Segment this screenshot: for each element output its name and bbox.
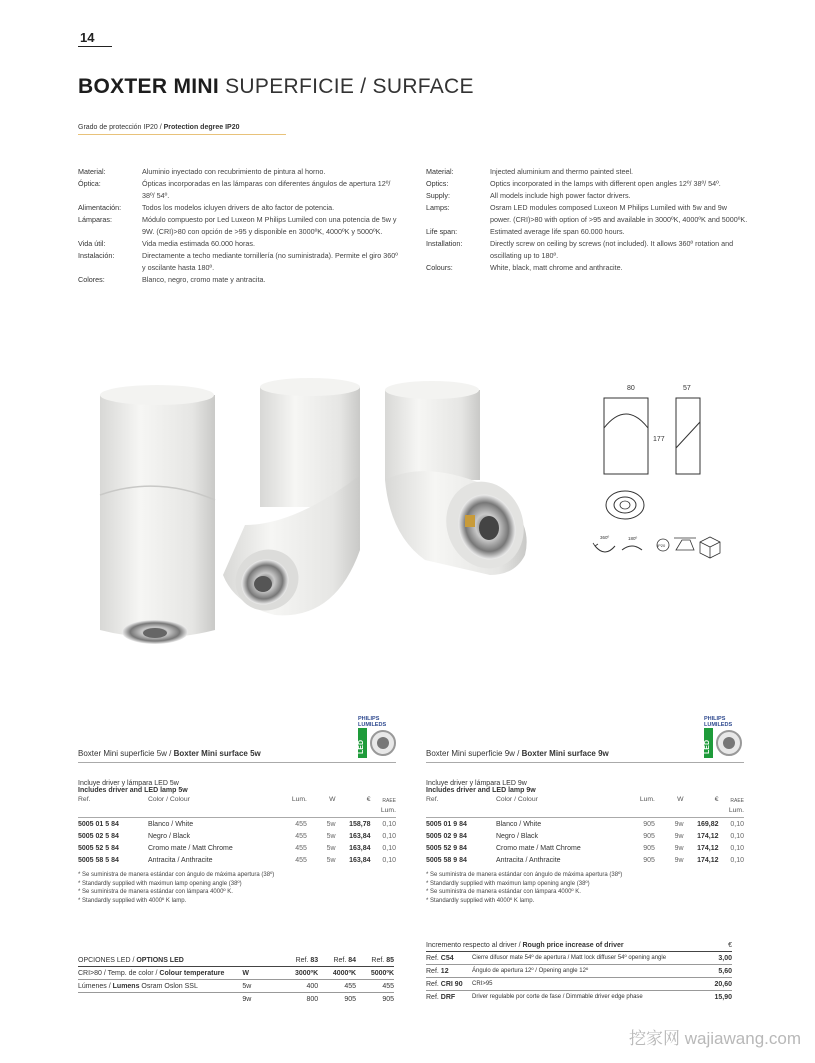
- table-cell: 169,82: [697, 820, 719, 828]
- spec-row: [426, 262, 748, 274]
- table-cell: 5005 52 5 84: [78, 844, 119, 852]
- increment-price: 20,60: [714, 980, 732, 988]
- spec-value: Vida media estimada 60.000 horas.: [142, 239, 255, 248]
- spec-row: [78, 166, 400, 178]
- table-row: [426, 818, 744, 830]
- table-cell: Cromo mate / Matt Chrome: [147, 844, 233, 852]
- ref-label: Ref.: [426, 993, 441, 1001]
- spec-key: Vida útil:: [78, 239, 106, 248]
- label-es: Lúmenes /: [78, 982, 113, 990]
- table-5w-notes: [78, 871, 396, 905]
- dim-height: 177: [653, 436, 665, 443]
- dim-width-front: 80: [627, 385, 635, 392]
- note-line: * Se suministra de manera estándar con lámpara 4000º K.: [78, 889, 233, 895]
- philips-lumileds-logo: PHILIPS LUMILEDS: [704, 716, 733, 728]
- table-cell: 905: [643, 820, 655, 828]
- front-view: [604, 398, 648, 474]
- table-cell: 9w: [674, 856, 684, 864]
- table-cell: Blanco / White: [495, 820, 542, 828]
- column-header: Color / Colour: [147, 795, 190, 803]
- column-header-row: [78, 804, 396, 816]
- svg-text:180º: 180º: [628, 536, 638, 541]
- table-9w: [426, 716, 744, 905]
- table-cell: Negro / Black: [147, 832, 190, 840]
- spec-row: [78, 238, 400, 250]
- table-cell: 905: [643, 832, 655, 840]
- spec-key: Installation:: [426, 239, 463, 248]
- column-header: Color / Colour: [495, 795, 538, 803]
- options-led-table: [78, 954, 394, 1005]
- table-cell: 455: [295, 844, 307, 852]
- note-line: * Standardly supplied with maximun lamp opening angle (38º): [78, 880, 242, 887]
- lamp-2: [223, 378, 360, 622]
- options-value: 455: [344, 982, 357, 990]
- spec-value: Osram LED modules composed Luxeon M Philips Lumiled with 5w and 9w power. (CRI)>80 with option of >95 and available in 3000ºK, 4000ºK and 5000ºK.: [490, 203, 748, 224]
- table-cell: 9w: [674, 820, 684, 828]
- spec-row: [78, 202, 400, 214]
- increment-ref: [426, 978, 472, 990]
- ref-code: DRF: [440, 993, 456, 1001]
- spec-value: Blanco, negro, cromo mate y antracita.: [142, 275, 266, 284]
- table-row: [78, 818, 396, 830]
- increment-ref: [426, 952, 472, 964]
- table-cell: 5w: [326, 856, 336, 864]
- product-photo: [95, 375, 545, 655]
- column-header: W: [677, 795, 684, 803]
- spec-key: Material:: [78, 167, 106, 176]
- table-9w-notes: [426, 871, 744, 905]
- table-9w-includes-en: Includes driver and LED lamp 9w: [426, 787, 536, 794]
- spec-row: [78, 274, 400, 286]
- options-title-en: OPTIONS LED: [136, 956, 184, 964]
- note-line: * Se suministra de manera estándar con ángulo de máxima apertura (38º): [78, 872, 275, 878]
- options-w: 9w: [242, 995, 252, 1003]
- column-header: €: [366, 795, 371, 803]
- column-header: €: [714, 795, 719, 803]
- title-en: Rough price increase of driver: [522, 941, 624, 949]
- ref-code: CRI 90: [440, 980, 463, 988]
- spec-key: Instalación:: [78, 251, 115, 260]
- spec-value: Ópticas incorporadas en las lámparas con diferentes ángulos de apertura 12º/ 38º/ 54º.: [142, 179, 391, 200]
- table-cell: 5w: [326, 832, 336, 840]
- spec-key: Óptica:: [78, 179, 101, 188]
- increment-desc: [472, 991, 710, 1003]
- table-cell: 455: [295, 820, 307, 828]
- note-line: * Se suministra de manera estándar con ángulo de máxima apertura (38º): [426, 872, 623, 878]
- table-5w-title: Boxter Mini superficie 5w / Boxter Mini surface 5w: [78, 749, 261, 758]
- table-row: [78, 830, 396, 842]
- spec-row: [78, 250, 400, 274]
- table-cell: Negro / Black: [495, 832, 538, 840]
- column-header: Ref.: [426, 795, 439, 803]
- options-value: 4000ºK: [332, 969, 357, 977]
- options-value: 5000ºK: [370, 969, 394, 977]
- table-cell: 174,12: [697, 844, 719, 852]
- table-cell: 174,12: [697, 832, 719, 840]
- protection-en: Protection degree IP20: [163, 124, 240, 131]
- label-es: CRI>80 / Temp. de color /: [78, 969, 160, 977]
- ref-label: Ref.: [426, 967, 441, 975]
- table-9w-title: Boxter Mini superficie 9w / Boxter Mini surface 9w: [426, 749, 609, 758]
- page-number: 14: [80, 30, 95, 45]
- dimension-drawing: [590, 380, 730, 560]
- options-value: 455: [382, 982, 394, 990]
- watermark: 挖家网 wajiawang.com: [629, 1029, 801, 1048]
- increments-header-row: [426, 939, 732, 951]
- column-header: Lum.: [380, 806, 396, 814]
- column-header: Lum.: [728, 806, 744, 814]
- page-number-rule: [78, 46, 112, 47]
- spec-key: Supply:: [426, 191, 450, 200]
- rotate-360-icon: [593, 535, 615, 552]
- options-label: [78, 967, 242, 979]
- table-cell: 163,84: [349, 832, 371, 840]
- table-cell: 0,10: [730, 820, 744, 828]
- options-w: W: [242, 969, 249, 977]
- table-5w-includes-es: Incluye driver y lámpara LED 5w: [78, 780, 179, 787]
- protection-rule: [78, 134, 286, 135]
- increment-row: [426, 991, 732, 1003]
- table-cell: 9w: [674, 844, 684, 852]
- table-cell: Antracita / Anthracite: [495, 856, 561, 864]
- ip-rating-icon: [657, 539, 669, 551]
- spec-key: Material:: [426, 167, 454, 176]
- column-header-row: [426, 804, 744, 816]
- spec-key: Lamps:: [426, 203, 450, 212]
- spec-row: [78, 214, 400, 238]
- increment-price: 5,60: [718, 967, 732, 975]
- label-en: Lumens: [112, 982, 140, 990]
- spec-value: Injected aluminium and thermo painted steel.: [490, 167, 634, 176]
- increment-desc: [472, 952, 710, 964]
- lamp-1: [100, 385, 215, 644]
- title-bold: BOXTER MINI: [78, 75, 219, 98]
- spec-key: Colores:: [78, 275, 105, 284]
- ref-code: 83: [310, 956, 319, 964]
- increment-desc: [472, 978, 710, 990]
- increment-desc: [472, 965, 710, 977]
- options-title-es: OPCIONES LED /: [78, 956, 135, 964]
- ref-header: [356, 954, 394, 966]
- desc-en: Matt lock diffuser 54º opening angle: [570, 955, 667, 961]
- spec-row: [426, 166, 748, 178]
- ref-code: C54: [440, 954, 454, 962]
- svg-text:IP20: IP20: [657, 543, 666, 548]
- ref-label: Ref.: [295, 956, 311, 964]
- options-value: 400: [306, 982, 319, 990]
- spec-key: Colours:: [426, 263, 453, 272]
- increment-ref: [426, 991, 472, 1003]
- spec-value: Directamente a techo mediante tornillería (no suministrada). Permite el giro 360º y oscilante hasta 180º.: [142, 251, 398, 272]
- spec-value: Optics incorporated in the lamps with different open angles 12º/ 38º/ 54º.: [490, 179, 721, 188]
- ref-label: Ref.: [426, 954, 441, 962]
- desc-es: CRI>95: [472, 981, 493, 987]
- table-row: [78, 842, 396, 854]
- options-row: [78, 993, 394, 1005]
- lamp-3: [385, 381, 536, 579]
- column-header: Lum.: [639, 795, 655, 803]
- spec-en: [426, 166, 748, 274]
- currency-header: €: [728, 941, 732, 949]
- table-cell: 9w: [674, 832, 684, 840]
- increment-row: [426, 978, 732, 990]
- column-header: W: [329, 795, 336, 803]
- led-badge: LED: [358, 728, 367, 758]
- table-row: [426, 854, 744, 866]
- note-line: * Standardly supplied with 4000º K lamp.: [78, 897, 187, 904]
- increment-price: 15,90: [714, 993, 732, 1001]
- options-label: [78, 993, 242, 1005]
- table-cell: Cromo mate / Matt Chrome: [495, 844, 581, 852]
- table-cell: 5w: [326, 844, 336, 852]
- column-header: Ref.: [78, 795, 91, 803]
- table-cell: Blanco / White: [147, 820, 194, 828]
- table-cell: 0,10: [382, 856, 396, 864]
- dim-width-side: 57: [683, 385, 691, 392]
- led-badge: LED: [704, 728, 713, 758]
- table-cell: 5005 01 5 84: [78, 820, 119, 828]
- table-row: [426, 842, 744, 854]
- ref-code: 12: [440, 967, 449, 975]
- package-icon: [700, 537, 720, 558]
- spec-row: [426, 238, 748, 262]
- label-en: Colour temperature: [159, 969, 225, 977]
- increments-table: [426, 939, 732, 1003]
- spec-row: [426, 202, 748, 226]
- table-cell: 455: [295, 856, 307, 864]
- desc-es: Driver regulable por corte de fase /: [472, 994, 567, 1000]
- spec-key: Life span:: [426, 227, 458, 236]
- table-cell: 0,10: [382, 820, 396, 828]
- spec-row: [426, 190, 748, 202]
- table-cell: 5005 02 5 84: [78, 832, 119, 840]
- table-cell: 905: [643, 844, 655, 852]
- options-row: [78, 967, 394, 979]
- options-value: 800: [306, 995, 319, 1003]
- spec-value: Aluminio inyectado con recubrimiento de pintura al horno.: [142, 167, 326, 176]
- led-module-icon: [370, 730, 396, 756]
- desc-es: Ángulo de apertura 12º /: [472, 968, 539, 974]
- desc-es: Cierre difusor mate 54º de apertura /: [472, 955, 571, 961]
- increment-row: [426, 965, 732, 977]
- increments-title: [426, 939, 710, 951]
- note-line: * Se suministra de manera estándar con lámpara 4000º K.: [426, 889, 581, 895]
- spec-row: [426, 226, 748, 238]
- ref-label: Ref.: [371, 956, 387, 964]
- table-cell: 0,10: [730, 856, 744, 864]
- table-cell: 5w: [326, 820, 336, 828]
- ref-code: 84: [348, 956, 357, 964]
- table-cell: 163,84: [349, 844, 371, 852]
- spec-key: Lámparas:: [78, 215, 112, 224]
- spec-value: All models include high power factor drivers.: [490, 191, 631, 200]
- increment-row: [426, 952, 732, 964]
- ref-label: Ref.: [426, 980, 441, 988]
- table-row: [78, 854, 396, 866]
- desc-en: Dimmable driver edge phase: [566, 994, 643, 1000]
- table-cell: 0,10: [382, 844, 396, 852]
- ref-label: Ref.: [333, 956, 349, 964]
- ceiling-mount-icon: [674, 538, 696, 550]
- title-es: Incremento respecto al driver /: [426, 941, 523, 949]
- note-line: * Standardly supplied with maximun lamp opening angle (38º): [426, 880, 590, 887]
- spec-value: Directly screw on ceiling by screws (not included). It allows 360º rotation and oscillating up to 180º.: [490, 239, 734, 260]
- spec-value: Todos los modelos icluyen drivers de alto factor de potencia.: [142, 203, 335, 212]
- spec-row: [426, 178, 748, 190]
- table-cell: 174,12: [697, 856, 719, 864]
- protection-es: Grado de protección IP20 /: [78, 124, 162, 131]
- options-header-row: [78, 954, 394, 966]
- options-title: [78, 954, 280, 966]
- increment-price: 3,00: [718, 954, 732, 962]
- table-cell: 5005 58 5 84: [78, 856, 119, 864]
- bottom-view: [606, 491, 644, 519]
- label-tail: Osram Oslon SSL: [139, 982, 198, 990]
- note-line: * Standardly supplied with 4000º K lamp.: [426, 897, 535, 904]
- page-title: [78, 75, 474, 99]
- spec-key: Optics:: [426, 179, 449, 188]
- column-header: RAEE: [382, 798, 396, 804]
- table-cell: 0,10: [730, 832, 744, 840]
- title-light: SUPERFICIE / SURFACE: [225, 75, 474, 98]
- table-cell: 163,84: [349, 856, 371, 864]
- spec-key: Alimentación:: [78, 203, 122, 212]
- ref-header: [280, 954, 318, 966]
- table-5w-includes-en: Includes driver and LED lamp 5w: [78, 787, 188, 794]
- table-cell: 905: [643, 856, 655, 864]
- column-header: RAEE: [730, 798, 744, 804]
- ref-code: 85: [386, 956, 394, 964]
- side-view: [676, 398, 700, 474]
- spec-row: [78, 178, 400, 202]
- protection-degree: [78, 124, 239, 131]
- philips-lumileds-logo: PHILIPS LUMILEDS: [358, 716, 387, 728]
- options-value: 3000ºK: [294, 969, 319, 977]
- svg-text:360º: 360º: [600, 535, 610, 540]
- spec-value: Estimated average life span 60.000 hours.: [490, 227, 625, 236]
- options-label: [78, 980, 242, 992]
- spec-es: [78, 166, 400, 286]
- desc-en: Opening angle 12º: [538, 968, 589, 974]
- table-5w: [78, 716, 396, 905]
- column-header: Lum.: [291, 795, 307, 803]
- spec-value: White, black, matt chrome and anthracite.: [490, 263, 623, 272]
- table-cell: 158,78: [349, 820, 371, 828]
- column-header-row: [78, 794, 396, 804]
- table-row: [426, 830, 744, 842]
- table-cell: 5005 58 9 84: [426, 856, 467, 864]
- spec-value: Módulo compuesto por Led Luxeon M Philips Lumiled con una potencia de 5w y 9W. (CRI)>80 con opción de >95 y disponible en 3000ºK, 4000ºK y 5000ºK.: [142, 215, 397, 236]
- table-cell: Antracita / Anthracite: [147, 856, 213, 864]
- table-cell: 5005 52 9 84: [426, 844, 467, 852]
- options-row: [78, 980, 394, 992]
- column-header-row: [426, 794, 744, 804]
- table-9w-includes-es: Incluye driver y lámpara LED 9w: [426, 780, 527, 787]
- options-value: 905: [344, 995, 357, 1003]
- tilt-180-icon: [622, 536, 642, 550]
- options-value: 905: [382, 995, 394, 1003]
- table-cell: 0,10: [730, 844, 744, 852]
- table-cell: 455: [295, 832, 307, 840]
- table-cell: 5005 02 9 84: [426, 832, 467, 840]
- table-cell: 0,10: [382, 832, 396, 840]
- led-module-icon: [716, 730, 742, 756]
- options-w: 5w: [242, 982, 252, 990]
- increment-ref: [426, 965, 472, 977]
- table-cell: 5005 01 9 84: [426, 820, 467, 828]
- ref-header: [318, 954, 356, 966]
